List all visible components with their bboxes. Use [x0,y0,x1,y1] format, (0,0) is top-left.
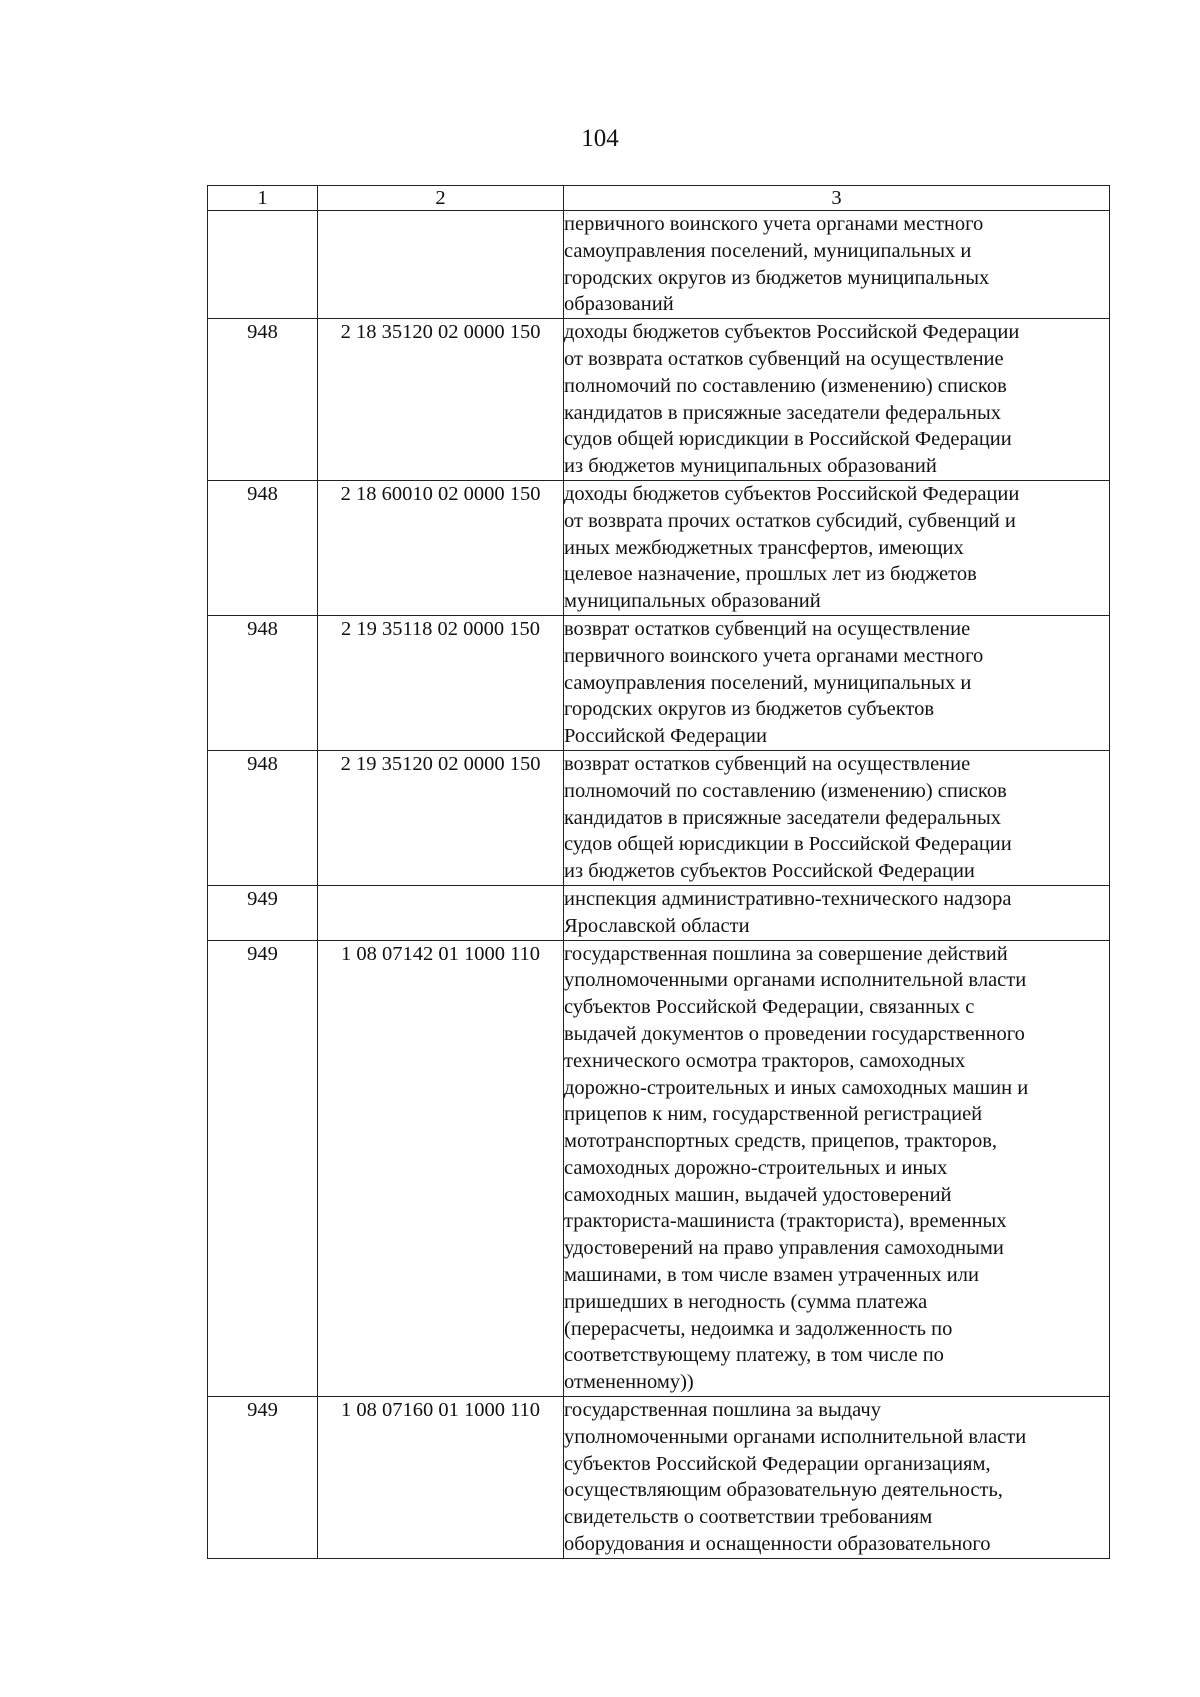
header-col-1: 1 [208,186,318,211]
budget-code-cell: 2 19 35120 02 0000 150 [318,750,564,885]
table-row [208,940,1110,1397]
income-name-cell: инспекция административно-технического надзора Ярославской области [564,885,1110,940]
income-name-cell: доходы бюджетов субъектов Российской Федерации от возврата прочих остатков субсидий, субвенций и иных межбюджетных трансфертов, имеющих целевое назначение, прошлых лет из бюджетов муниципальных образований [564,480,1110,615]
admin-code-cell: 949 [208,885,318,940]
table-row [208,1397,1110,1559]
income-name-cell: государственная пошлина за выдачу уполномоченными органами исполнительной власти субъектов Российской Федерации организациям, осуществляющим образовательную деятельность, свидетельств о соответствии требованиям оборудования и оснащенности образовательного [564,1397,1110,1559]
budget-code-cell [318,885,564,940]
income-name-cell: доходы бюджетов субъектов Российской Федерации от возврата остатков субвенций на осуществление полномочий по составлению (изменению) списков кандидатов в присяжные заседатели федеральных судов общей юрисдикции в Российской Федерации из бюджетов муниципальных образований [564,319,1110,481]
admin-code-cell: 949 [208,940,318,1397]
budget-code-cell: 2 19 35118 02 0000 150 [318,615,564,750]
budget-code-cell [318,211,564,319]
admin-code-cell: 948 [208,750,318,885]
header-col-2: 2 [318,186,564,211]
admin-code-cell: 949 [208,1397,318,1559]
admin-code-cell: 948 [208,319,318,481]
table-row [208,211,1110,319]
table-row [208,885,1110,940]
header-col-3: 3 [564,186,1110,211]
budget-code-cell: 2 18 60010 02 0000 150 [318,480,564,615]
admin-code-cell: 948 [208,615,318,750]
income-name-cell: государственная пошлина за совершение действий уполномоченными органами исполнительной власти субъектов Российской Федерации, связанных с выдачей документов о проведении государственного технического осмотра тракторов, самоходных дорожно-строительных и иных самоходных машин и прицепов к ним, государственной регистрацией мототранспортных средств, прицепов, тракторов, самоходных дорожно-строительных и иных самоходных машин, выдачей удостоверений тракториста-машиниста (тракториста), временных удостоверений на право управления самоходными машинами, в том числе взамен утраченных или пришедших в негодность (сумма платежа (перерасчеты, недоимка и задолженность по соответствующему платежу, в том числе по отмененному)) [564,940,1110,1397]
table-row [208,750,1110,885]
table-header-row [208,186,1110,211]
table-row [208,319,1110,481]
admin-code-cell: 948 [208,480,318,615]
page-number: 104 [581,125,619,152]
table-row [208,480,1110,615]
income-name-cell: первичного воинского учета органами местного самоуправления поселений, муниципальных и городских округов из бюджетов муниципальных образований [564,211,1110,319]
admin-code-cell [208,211,318,319]
table-row [208,615,1110,750]
budget-classification-table [207,185,1110,1559]
budget-code-cell: 2 18 35120 02 0000 150 [318,319,564,481]
budget-code-cell: 1 08 07160 01 1000 110 [318,1397,564,1559]
budget-code-cell: 1 08 07142 01 1000 110 [318,940,564,1397]
income-name-cell: возврат остатков субвенций на осуществление первичного воинского учета органами местного самоуправления поселений, муниципальных и городских округов из бюджетов субъектов Российской Федерации [564,615,1110,750]
income-name-cell: возврат остатков субвенций на осуществление полномочий по составлению (изменению) списков кандидатов в присяжные заседатели федеральных судов общей юрисдикции в Российской Федерации из бюджетов субъектов Российской Федерации [564,750,1110,885]
